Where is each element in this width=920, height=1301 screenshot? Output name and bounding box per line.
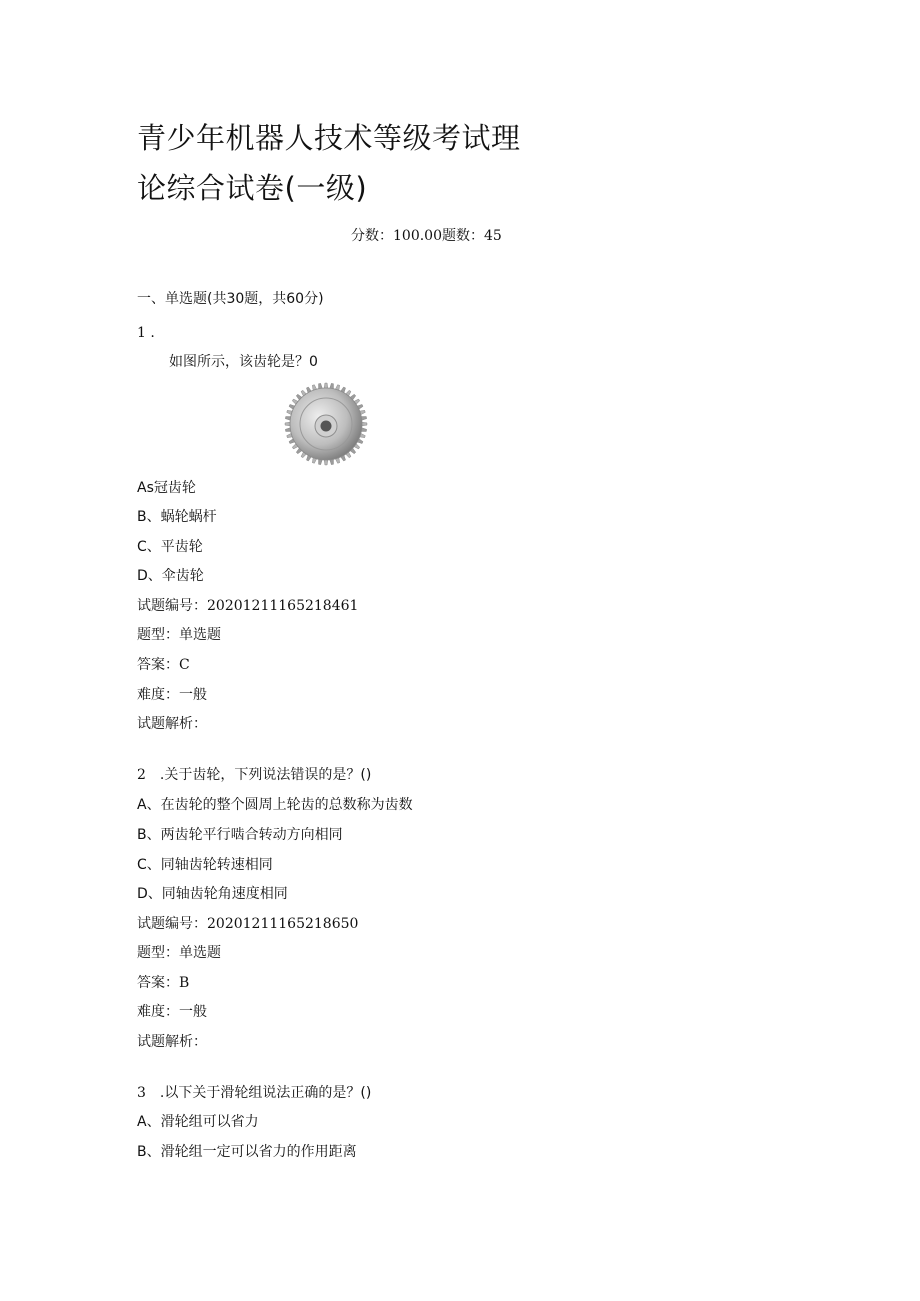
question-line bbox=[137, 1083, 371, 1103]
option-a: A、在齿轮的整个圆周上轮齿的总数称为齿数 bbox=[137, 797, 413, 813]
count-label: 题数： bbox=[442, 228, 484, 244]
title-line-1: 青少年机器人技术等级考试理 bbox=[137, 121, 521, 155]
question-number: 2 bbox=[137, 767, 146, 783]
option-a: As冠齿轮 bbox=[137, 480, 196, 496]
option-b: B、蜗轮蜗杆 bbox=[137, 509, 217, 525]
question-type: 题型：单选题 bbox=[137, 945, 221, 961]
question-analysis: 试题解析： bbox=[137, 1034, 207, 1050]
question-line bbox=[137, 765, 371, 785]
question-number: 3 bbox=[137, 1085, 146, 1101]
question-text: 如图所示，该齿轮是？0 bbox=[169, 354, 318, 370]
spur-gear-image bbox=[283, 381, 369, 467]
option-d: D、同轴齿轮角速度相同 bbox=[137, 886, 288, 902]
option-c: C、同轴齿轮转速相同 bbox=[137, 857, 273, 873]
option-a: A、滑轮组可以省力 bbox=[137, 1114, 259, 1130]
count-value: 45 bbox=[484, 228, 502, 244]
score-summary bbox=[351, 226, 502, 246]
question-answer: 答案：B bbox=[137, 975, 190, 991]
question-answer: 答案：C bbox=[137, 657, 190, 673]
question-analysis: 试题解析： bbox=[137, 716, 207, 732]
question-type: 题型：单选题 bbox=[137, 627, 221, 643]
question-id: 试题编号：20201211165218461 bbox=[137, 598, 359, 614]
option-b: B、两齿轮平行啮合转动方向相同 bbox=[137, 827, 343, 843]
option-d: D、伞齿轮 bbox=[137, 568, 204, 584]
question-text: .以下关于滑轮组说法正确的是？() bbox=[159, 1085, 372, 1101]
score-value: 100.00 bbox=[393, 228, 442, 244]
option-c: C、平齿轮 bbox=[137, 539, 203, 555]
question-text: .关于齿轮，下列说法错误的是？() bbox=[159, 767, 372, 783]
question-id: 试题编号：20201211165218650 bbox=[137, 916, 359, 932]
option-b: B、滑轮组一定可以省力的作用距离 bbox=[137, 1144, 357, 1160]
question-number: 1 . bbox=[137, 325, 155, 341]
question-difficulty: 难度：一般 bbox=[137, 687, 207, 703]
question-difficulty: 难度：一般 bbox=[137, 1004, 207, 1020]
score-label: 分数： bbox=[351, 228, 393, 244]
section-heading: 一、单选题(共30题，共60分) bbox=[137, 291, 324, 307]
title-line-2: 论综合试卷(一级) bbox=[137, 171, 368, 205]
